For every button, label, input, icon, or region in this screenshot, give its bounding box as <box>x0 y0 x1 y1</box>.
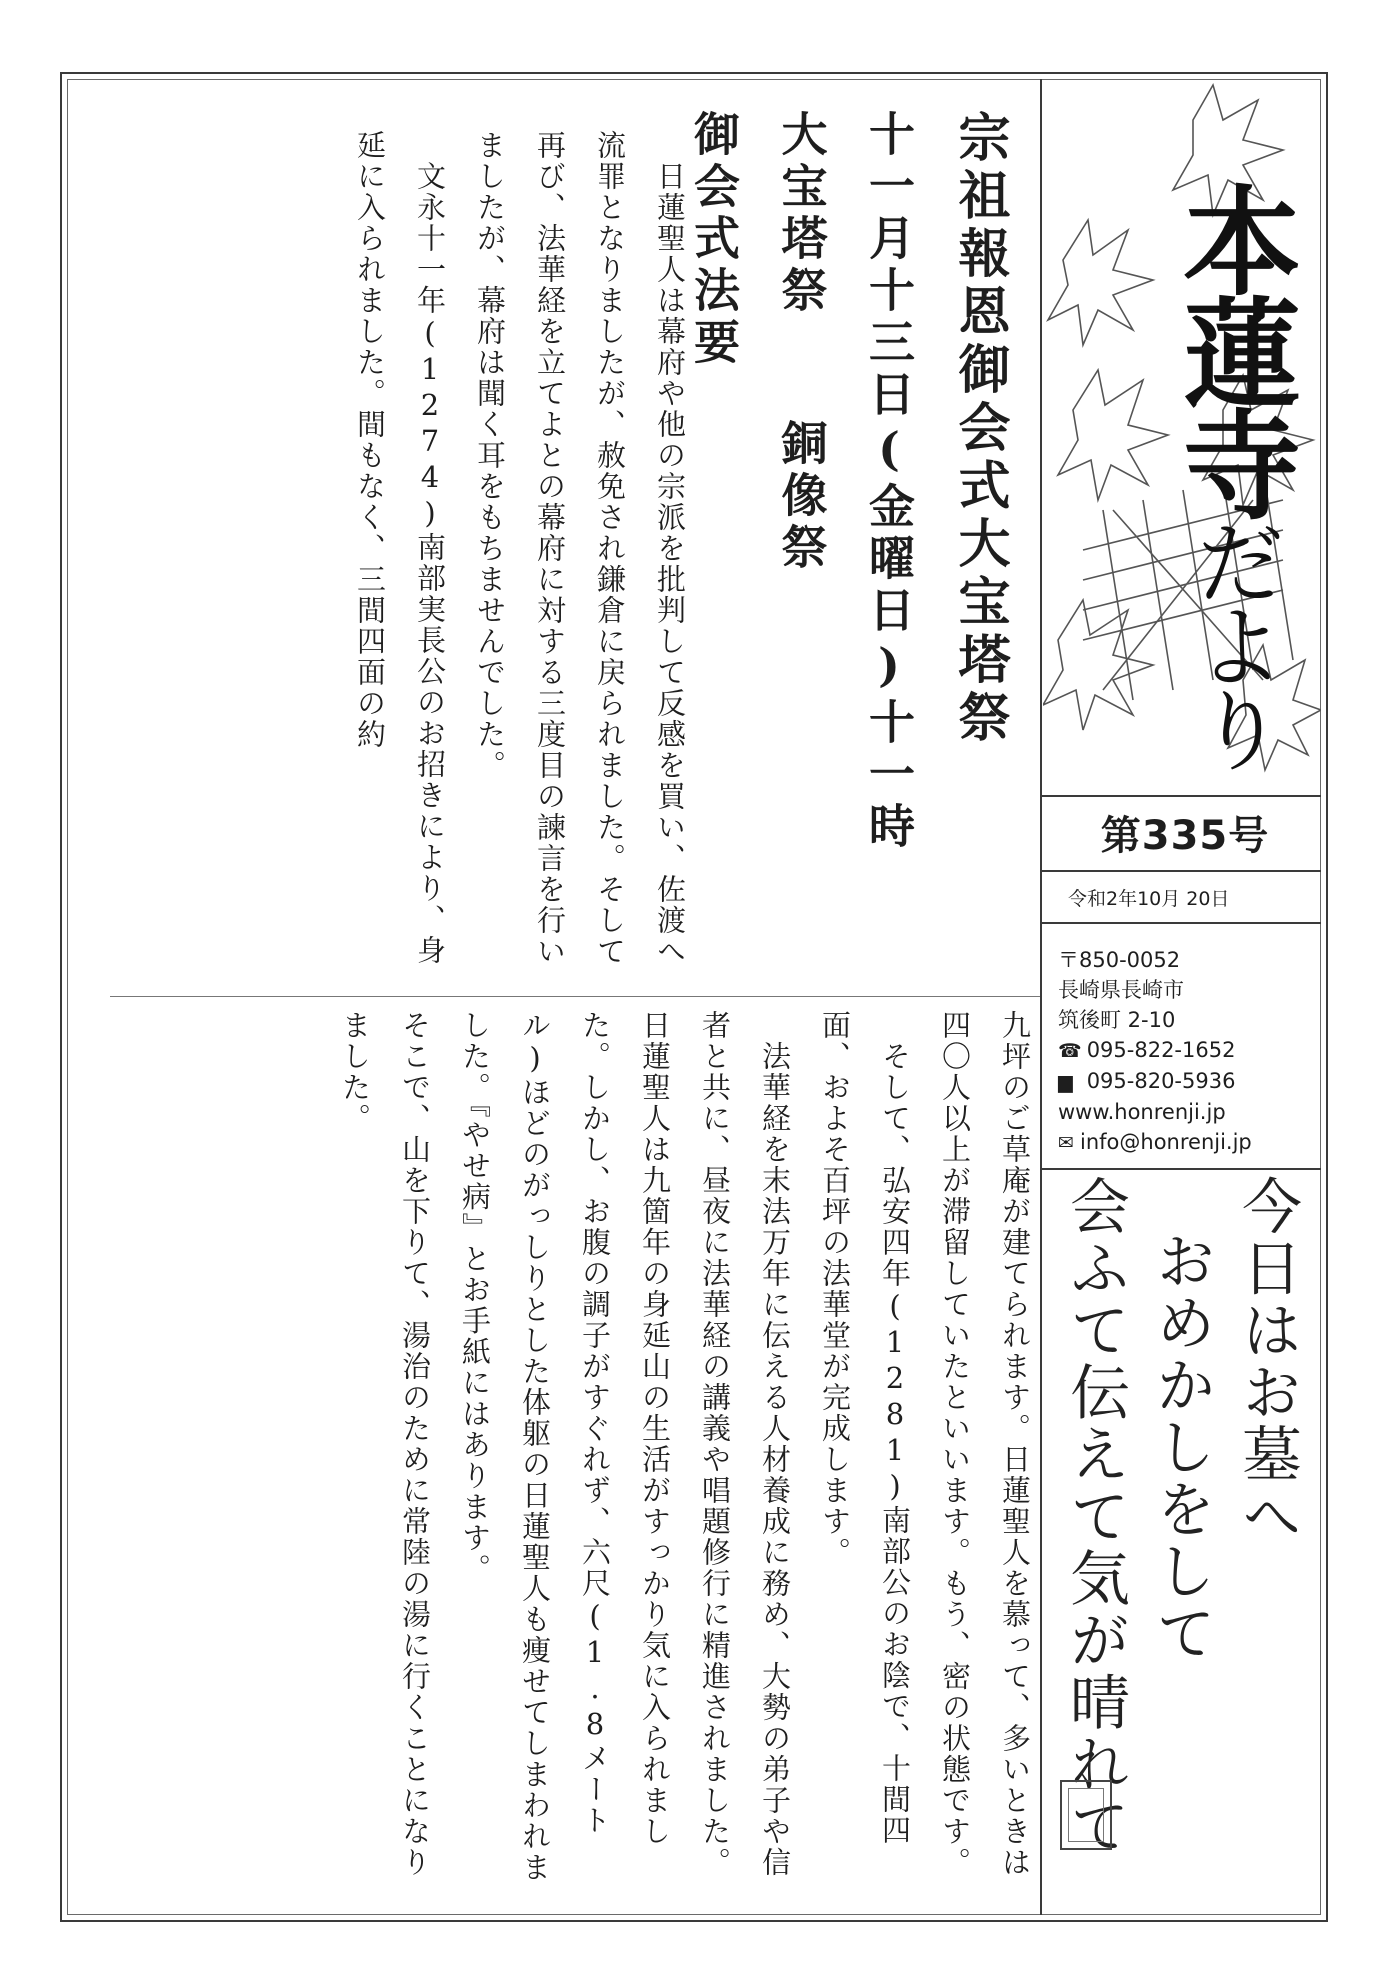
fax-icon: ▆ <box>1058 1071 1073 1093</box>
telephone-icon: ☎ <box>1058 1040 1082 1062</box>
postal-code: 〒850-0052 <box>1058 948 1181 972</box>
article-lower-p1: 九坪のご草庵が建てられます。日蓮聖人を慕って、多いときは四〇人以上が滞留していたといいます。もう、密の状態です。 <box>938 1010 1032 1878</box>
fax-number: 095-820-5936 <box>1086 1069 1236 1093</box>
headline-sub3: 御会式法要 <box>687 110 741 370</box>
article-lower-p2: そして、弘安四年(1281)南部公のお陰で、十間四面、およそ百坪の法華堂が完成します。 <box>818 1010 912 1846</box>
headline-sub1: 大宝塔祭 <box>774 110 829 318</box>
fax-line <box>1058 1066 1320 1097</box>
issue-rule <box>1040 870 1321 872</box>
masthead-title-sub: だより <box>1180 516 1285 768</box>
masthead-bottom-rule <box>1040 795 1321 797</box>
section-divider <box>110 996 1040 997</box>
calligraphy-line-2: おめかしをして <box>1146 1230 1216 1664</box>
event-headline <box>655 110 1013 990</box>
article-lower-p4: 日蓮聖人は九箇年の身延山の生活がすっかり気に入られました。しかし、お腹の調子がすぐれず、六尺(1.8メートル)ほどのがっしりとした体躯の日蓮聖人も痩せてしまわれました。『やせ病』とお手紙にはあります。 <box>458 1010 672 1883</box>
headline-weekday: (金曜日) <box>862 422 916 698</box>
headline-time: 十一時 <box>862 698 916 854</box>
artist-seal <box>1060 1780 1112 1850</box>
headline-sub2: 銅像祭 <box>774 419 829 576</box>
issue-number: 第335号 <box>1100 813 1270 859</box>
article-lower <box>325 1010 1045 1890</box>
headline-date <box>860 110 918 990</box>
mail-icon: ✉ <box>1058 1132 1074 1154</box>
masthead-title-main: 本蓮寺 <box>1163 180 1302 516</box>
article-upper-p1: 日蓮聖人は幕府や他の宗派を批判して反感を買い、佐渡へ流罪となりましたが、赦免され鎌倉に戻られました。そして再び、法華経を立てよとの幕府に対する三度目の諫言を行いましたが、幕府は聞く耳をもちませんでした。 <box>473 130 687 967</box>
issue-date: 令和2年10月 20日 <box>1068 888 1230 910</box>
email-line <box>1058 1127 1320 1158</box>
phone-line <box>1058 1035 1320 1066</box>
article-upper <box>340 130 700 985</box>
address-line-2: 筑後町 2-10 <box>1058 1008 1176 1032</box>
date-rule <box>1040 922 1321 924</box>
email-address[interactable]: info@honrenji.jp <box>1080 1130 1252 1154</box>
contact-block <box>1058 945 1320 1158</box>
masthead-title <box>1163 180 1302 768</box>
article-lower-p5: そこで、山を下りて、湯治のために常陸の湯に行くことになりました。 <box>338 1010 432 1878</box>
calligraphy-line-3: 会ふて伝えて気が晴れて <box>1060 1175 1130 1857</box>
masthead <box>1043 80 1321 795</box>
headline-title: 宗祖報恩御会式大宝塔祭 <box>949 110 1010 748</box>
headline-subtitle <box>772 110 830 990</box>
website-link[interactable]: www.honrenji.jp <box>1058 1100 1226 1124</box>
contact-rule <box>1040 1168 1321 1170</box>
calligraphy-message <box>1052 1175 1310 1875</box>
headline-day: 十一月十三日 <box>862 110 916 422</box>
phone-number: 095-822-1652 <box>1086 1038 1236 1062</box>
article-upper-p2: 文永十一年(1274)南部実長公のお招きにより、身延に入られました。間もなく、三間四面の約 <box>353 130 447 966</box>
calligraphy-line-1: 今日はお墓へ <box>1232 1175 1302 1547</box>
address-line-1: 長崎県長崎市 <box>1058 978 1184 1002</box>
article-lower-p3: 法華経を末法万年に伝える人材養成に務め、大勢の弟子や信者と共に、昼夜に法華経の講義や唱題修行に精進されました。 <box>698 1010 792 1878</box>
